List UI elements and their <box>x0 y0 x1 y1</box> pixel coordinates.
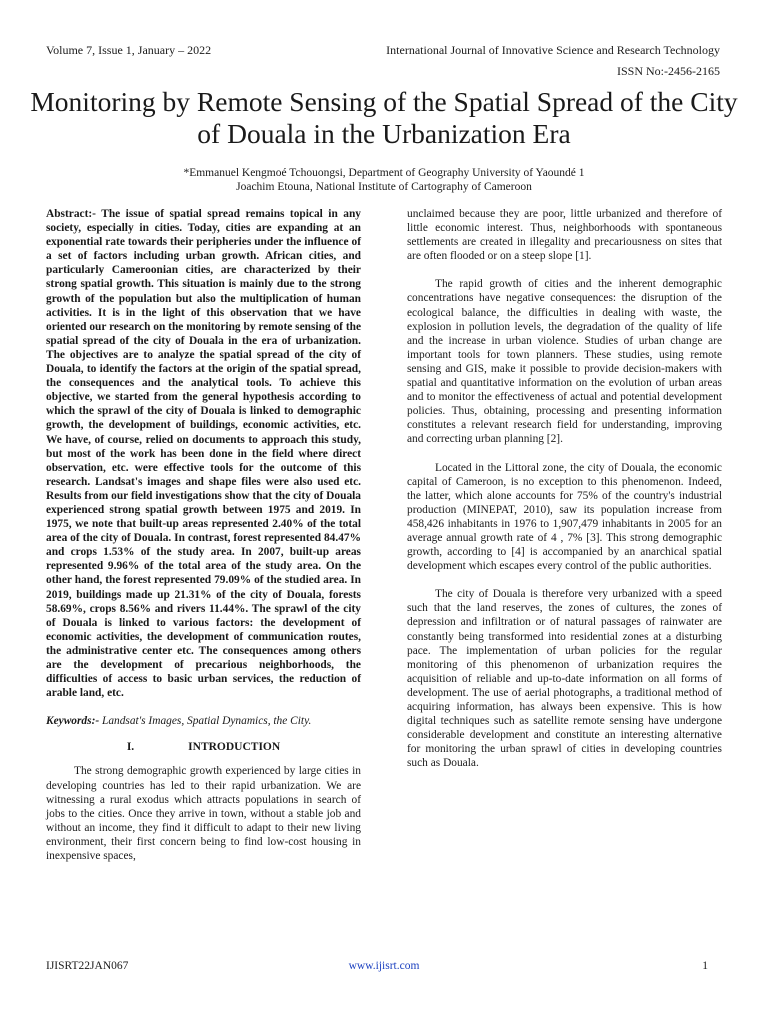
header-volume: Volume 7, Issue 1, January – 2022 <box>46 43 212 57</box>
footer-url-link[interactable]: www.ijisrt.com <box>348 960 420 972</box>
right-column <box>407 207 722 770</box>
paper-title: Monitoring by Remote Sensing of the Spatial Spread of the City of Douala in the Urbanization Era <box>30 86 738 149</box>
author-line-2: Joachim Etouna, National Institute of Cartography of Cameroon <box>236 180 532 193</box>
keywords-label: Keywords:- <box>46 715 100 728</box>
intro-paragraph-1: The strong demographic growth experienced by large cities in developing countries has led to their rapid urbanization. We are witnessing a rural exodus which attracts populations in search of jobs to the cities. Once they arrive in town, without a stable job and without an income, they find it difficult to adapt to their new living environment, their first concern being to find low-cost housing in inexpensive spaces, <box>46 765 361 863</box>
intro-paragraph-continued: unclaimed because they are poor, little urbanized and therefore of little economic interest. Thus, neighborhoods with spontaneous settlements are created in illegality and precariousness on sites that are often flooded or on a steep slope [1]. <box>407 208 722 263</box>
section-title: INTRODUCTION <box>188 741 281 754</box>
left-column <box>46 207 361 863</box>
footer-page-number: 1 <box>702 960 708 972</box>
intro-paragraph-3: Located in the Littoral zone, the city of Douala, the economic capital of Cameroon, is no exception to this phenomenon. Indeed, the latter, which alone accounts for 75% of the country's industrial production (MINEPAT, 2010), saw its population increase from 458,426 inhabitants in 1976 to 1,907,479 inhabitants in 2005 for an average annual growth rate of 4 , 7% [3]. This strong demographic growth, according to [4] is accompanied by an anarchical spatial development which escapes every control of the public authorities. <box>407 461 722 573</box>
section-heading <box>46 740 361 754</box>
keywords-text: Landsat's Images, Spatial Dynamics, the City. <box>99 715 312 728</box>
footer-code: IJISRT22JAN067 <box>46 960 129 972</box>
section-number: I. <box>126 741 135 754</box>
author-block <box>40 167 728 194</box>
author-line-1: *Emmanuel Kengmoé Tchouongsi, Department of Geography University of Yaoundé 1 <box>183 167 585 179</box>
abstract-paragraph: Abstract:- The issue of spatial spread remains topical in any society, especially in cities. Today, cities are expanding at an exponential rate towards their peripheries under the influence of a set of factors including urban growth. African cities, and particularly Cameroonian cities, are characterized by their strong spatial growth. This situation is mainly due to the strong growth of the population but also the multiplication of human activities. It is in the light of this observation that we have oriented our research on the monitoring by remote sensing of the spatial spread of the city of Douala in the era of urbanization. The objectives are to analyze the spatial spread of the city of Douala, to identify the factors at the origin of the spatial spread, the consequences and the analytical tools. To achieve this objective, we started from the general hypothesis according to which the sprawl of the city of Douala is linked to demographic growth, the development of buildings, economic activities, etc. We have, of course, relied on documents to approach this study, but most of the work has been done in the field where direct observation, etc. were effective tools for the outcome of this research. Landsat's images and shape files were also used etc. Results from our field investigations show that the city of Douala experienced strong spatial growth between 1975 and 2019. In 1975, we note that built-up areas represented 2.40% of the total area of the city of Douala. In contrast, forest represented 84.47% and crops 1.53% of the study area. In 2007, built-up areas represented 9.96% of the total area of the study area. On the other hand, the forest represented 79.09% of the studied area. In 2019, buildings made up 21.31% of the city of Douala, forests 58.69%, crops 8.56% and rivers 11.44%. The sprawl of the city of Douala is linked to various factors: the development of economic activities, the development of communication routes, the administrative center etc. The consequences among others are the development of precarious neighborhoods, the difficulties of access to basic urban services, the reduction of arable land, etc. <box>46 208 361 700</box>
header-journal: International Journal of Innovative Science and Research Technology <box>386 43 720 57</box>
header-issn: ISSN No:-2456-2165 <box>616 64 720 78</box>
intro-paragraph-4: The city of Douala is therefore very urbanized with a speed such that the land reserves, the zones of cultures, the zones of depression and infiltration or of natural passages of rainwater are constantly being transformed into residential zones at a disturbing pace. The implementation of urban policies for the regular monitoring of this phenomenon of urbanization requires the acquisition of reliable and up-to-date information on all forms of development. The use of aerial photographs, a traditional method of acquiring information, has always been expensive. This is how digital techniques such as satellite remote sensing have undergone considerable development and constitute an interesting alternative for monitoring the urban sprawl of cities in developing countries such as Douala. <box>407 588 722 770</box>
keywords-paragraph <box>46 714 361 728</box>
intro-paragraph-2: The rapid growth of cities and the inherent demographic concentrations have negative consequences: the disruption of the ecological balance, the difficulties in dealing with waste, the explosion in pollution levels, the degradation of the quality of life and the increase in urban violence. Studies of urban change are important tools for town planners. These studies, using remote sensing and GIS, make it possible to provide decision-makers with spatial and quantitative information on the evolution of urban areas and to monitor the effectiveness of actual and potential development policies. Thus, obtaining, processing and presenting information constitutes a relevant research field for understanding, improving and correcting urban planning [2]. <box>407 278 722 446</box>
